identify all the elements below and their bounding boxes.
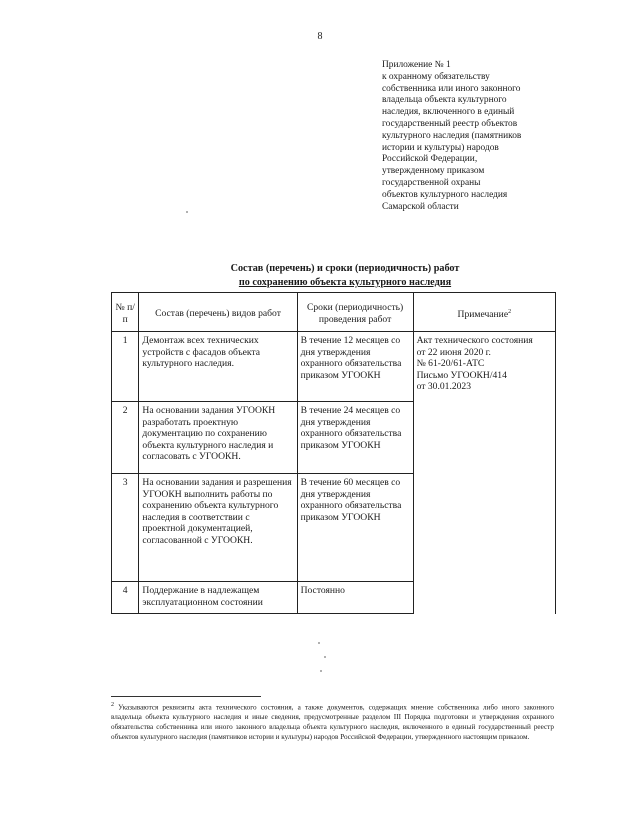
row-num: 3 <box>112 474 139 582</box>
appendix-line: собственника или иного законного <box>382 83 521 94</box>
note-line: от 30.01.2023 <box>416 381 472 393</box>
footnote-text: Указываются реквизиты акта технического состояния, а также документов, содержащих мнение собственника либо иного законного владельца объекта культурного наследия и иные сведения, предусмотренные разделом III Порядка подготовки и утверждения охранного обязательства собственника или иного законного владельца объекта культурного наследия, включенного в единый государственный реестр объектов культурного наследия (памятников истории и культуры) народов Российской Федерации, утвержденного настоящим приказом. <box>111 703 554 742</box>
page-number: 8 <box>317 31 323 42</box>
header-note <box>413 293 555 332</box>
header-work: Состав (перечень) видов работ <box>139 293 297 332</box>
row-work: Поддержание в надлежащем эксплуатационном состоянии <box>139 582 297 614</box>
row-work: На основании задания УГООКН разработать проектную документацию по сохранению объекта культурного наследия и согласовать с УГООКН. <box>139 402 297 474</box>
row-work: Демонтаж всех технических устройств с фасадов объекта культурного наследия. <box>139 332 297 402</box>
appendix-line: государственной охраны <box>382 177 481 188</box>
appendix-line: к охранному обязательству <box>382 71 490 82</box>
header-note-label: Примечание <box>457 309 509 321</box>
row-terms: В течение 60 месяцев со дня утверждения охранного обязательства приказом УГООКН <box>297 474 413 582</box>
appendix-line: Самарской области <box>382 201 459 212</box>
row-terms: В течение 24 месяцев со дня утверждения охранного обязательства приказом УГООКН <box>297 402 413 474</box>
appendix-line: наследия, включенного в единый <box>382 107 515 118</box>
scan-speck <box>320 670 322 672</box>
footnote <box>111 700 554 742</box>
row-num: 2 <box>112 402 139 474</box>
note-line: № 61-20/61-АТС <box>416 358 485 370</box>
footnote-divider <box>111 696 261 697</box>
footnote-mark: 2 <box>111 702 114 708</box>
appendix-line: утвержденному приказом <box>382 166 485 177</box>
appendix-line: объектов культурного наследия <box>382 189 508 200</box>
document-title <box>150 262 540 290</box>
table-header-row <box>112 293 556 332</box>
row-work: На основании задания и разрешения УГООКН выполнить работы по сохранению объекта культурного наследия в соответствии с проектной документацией, согласованной с УГООКН. <box>139 474 297 582</box>
appendix-line: Российской Федерации, <box>382 154 478 165</box>
footnote-ref: 2 <box>508 309 512 316</box>
appendix-line: государственный реестр объектов <box>382 118 518 129</box>
appendix-line: владельца объекта культурного <box>382 95 507 106</box>
scan-speck <box>186 211 188 213</box>
table-row <box>112 332 556 402</box>
note-line: Акт технического состояния <box>416 335 533 346</box>
scan-speck <box>324 656 326 658</box>
row-terms: В течение 12 месяцев со дня утверждения охранного обязательства приказом УГООКН <box>297 332 413 402</box>
row-note <box>413 332 555 614</box>
title-line-1: Состав (перечень) и сроки (периодичность) работ <box>230 263 460 274</box>
header-terms: Сроки (периодичность) проведения работ <box>297 293 413 332</box>
row-num: 4 <box>112 582 139 614</box>
appendix-header <box>382 60 572 213</box>
works-table <box>111 292 556 614</box>
header-num: № п/п <box>112 293 139 332</box>
title-line-2: по сохранению объекта культурного наследия <box>238 277 452 288</box>
row-num: 1 <box>112 332 139 402</box>
note-line: от 22 июня 2020 г. <box>416 346 491 358</box>
appendix-line: Приложение № 1 <box>382 60 451 70</box>
row-terms: Постоянно <box>297 582 413 614</box>
note-line: Письмо УГООКН/414 <box>416 369 507 381</box>
scan-speck <box>318 642 320 644</box>
appendix-line: истории и культуры) народов <box>382 142 499 153</box>
appendix-line: культурного наследия (памятников <box>382 130 522 141</box>
